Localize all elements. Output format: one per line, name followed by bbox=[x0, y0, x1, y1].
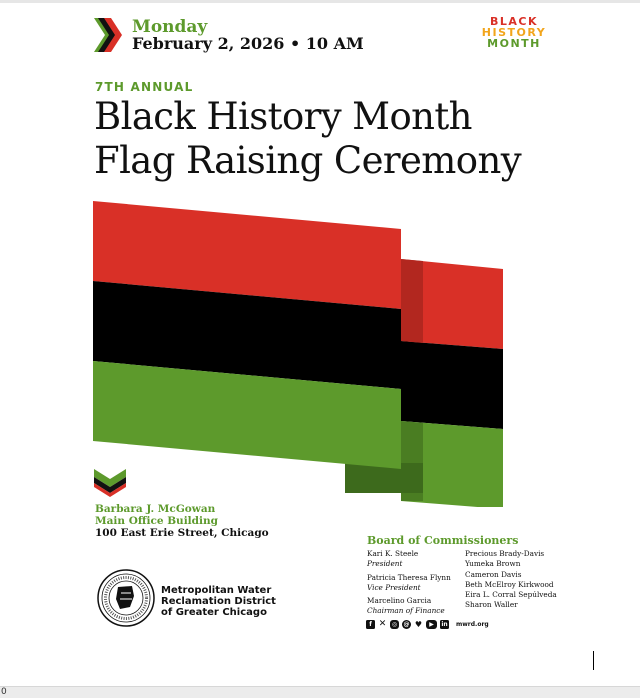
district-seal-icon bbox=[97, 569, 155, 627]
venue-address: 100 East Erie Street, Chicago bbox=[95, 527, 269, 539]
board-heading: Board of Commissioners bbox=[367, 534, 519, 547]
event-datetime: February 2, 2026 • 10 AM bbox=[132, 34, 364, 53]
social-links bbox=[366, 620, 489, 629]
chevron-logo-icon bbox=[94, 18, 122, 52]
district-name-line-2: Reclamation District bbox=[161, 596, 276, 607]
district-name-line-1: Metropolitan Water bbox=[161, 585, 272, 596]
facebook-icon[interactable]: f bbox=[366, 620, 375, 629]
small-chevron-icon bbox=[94, 469, 126, 497]
event-day: Monday bbox=[132, 17, 208, 37]
threads-icon[interactable]: @ bbox=[403, 621, 410, 628]
commissioner-name: Beth McElroy Kirkwood bbox=[465, 579, 554, 589]
event-title-line-1: Black History Month bbox=[94, 95, 472, 138]
commissioner-name: Marcelino Garcia bbox=[367, 596, 432, 606]
commissioner-name: Kari K. Steele bbox=[367, 549, 419, 558]
bhm-badge-line-2: HISTORY bbox=[481, 26, 547, 39]
commissioner-title: Vice President bbox=[367, 582, 421, 592]
page-indicator: 0 bbox=[1, 687, 7, 697]
commissioner-name: Patricia Theresa Flynn bbox=[367, 572, 451, 582]
venue-line-1: Barbara J. McGowan bbox=[95, 503, 216, 515]
event-title bbox=[94, 95, 521, 183]
commissioner-name: Eira L. Corral Sepúlveda bbox=[465, 590, 557, 600]
venue-block bbox=[95, 503, 269, 539]
board-column-officers bbox=[367, 549, 451, 617]
youtube-icon[interactable]: ▶ bbox=[426, 620, 437, 629]
commissioner-name: Precious Brady-Davis bbox=[465, 549, 545, 558]
pan-african-flag-graphic bbox=[93, 201, 505, 507]
instagram-icon[interactable]: ◎ bbox=[391, 621, 398, 628]
viewer-status-bar bbox=[0, 686, 640, 698]
edition-label: 7TH ANNUAL bbox=[95, 80, 194, 94]
commissioner-title: Chairman of Finance bbox=[367, 606, 445, 616]
district-name bbox=[161, 585, 276, 618]
event-title-line-2: Flag Raising Ceremony bbox=[94, 139, 521, 182]
linkedin-icon[interactable]: in bbox=[441, 621, 448, 628]
commissioner-name: Yumeka Brown bbox=[465, 559, 521, 569]
flyer-page bbox=[0, 3, 640, 686]
district-name-line-3: of Greater Chicago bbox=[161, 607, 267, 618]
commissioner-title: President bbox=[367, 559, 403, 569]
bhm-badge-line-1: BLACK bbox=[489, 15, 538, 28]
board-column-members bbox=[465, 549, 557, 611]
venue-line-2: Main Office Building bbox=[95, 515, 218, 527]
bhm-badge bbox=[476, 16, 552, 49]
bhm-badge-line-3: MONTH bbox=[487, 37, 541, 50]
commissioner-name: Sharon Waller bbox=[465, 600, 518, 610]
website-link[interactable]: mwrd.org bbox=[456, 621, 489, 628]
x-icon[interactable]: ✕ bbox=[378, 619, 387, 629]
bluesky-icon[interactable]: ♥ bbox=[414, 620, 423, 629]
commissioner-name: Cameron Davis bbox=[465, 569, 522, 579]
text-cursor bbox=[593, 651, 594, 670]
